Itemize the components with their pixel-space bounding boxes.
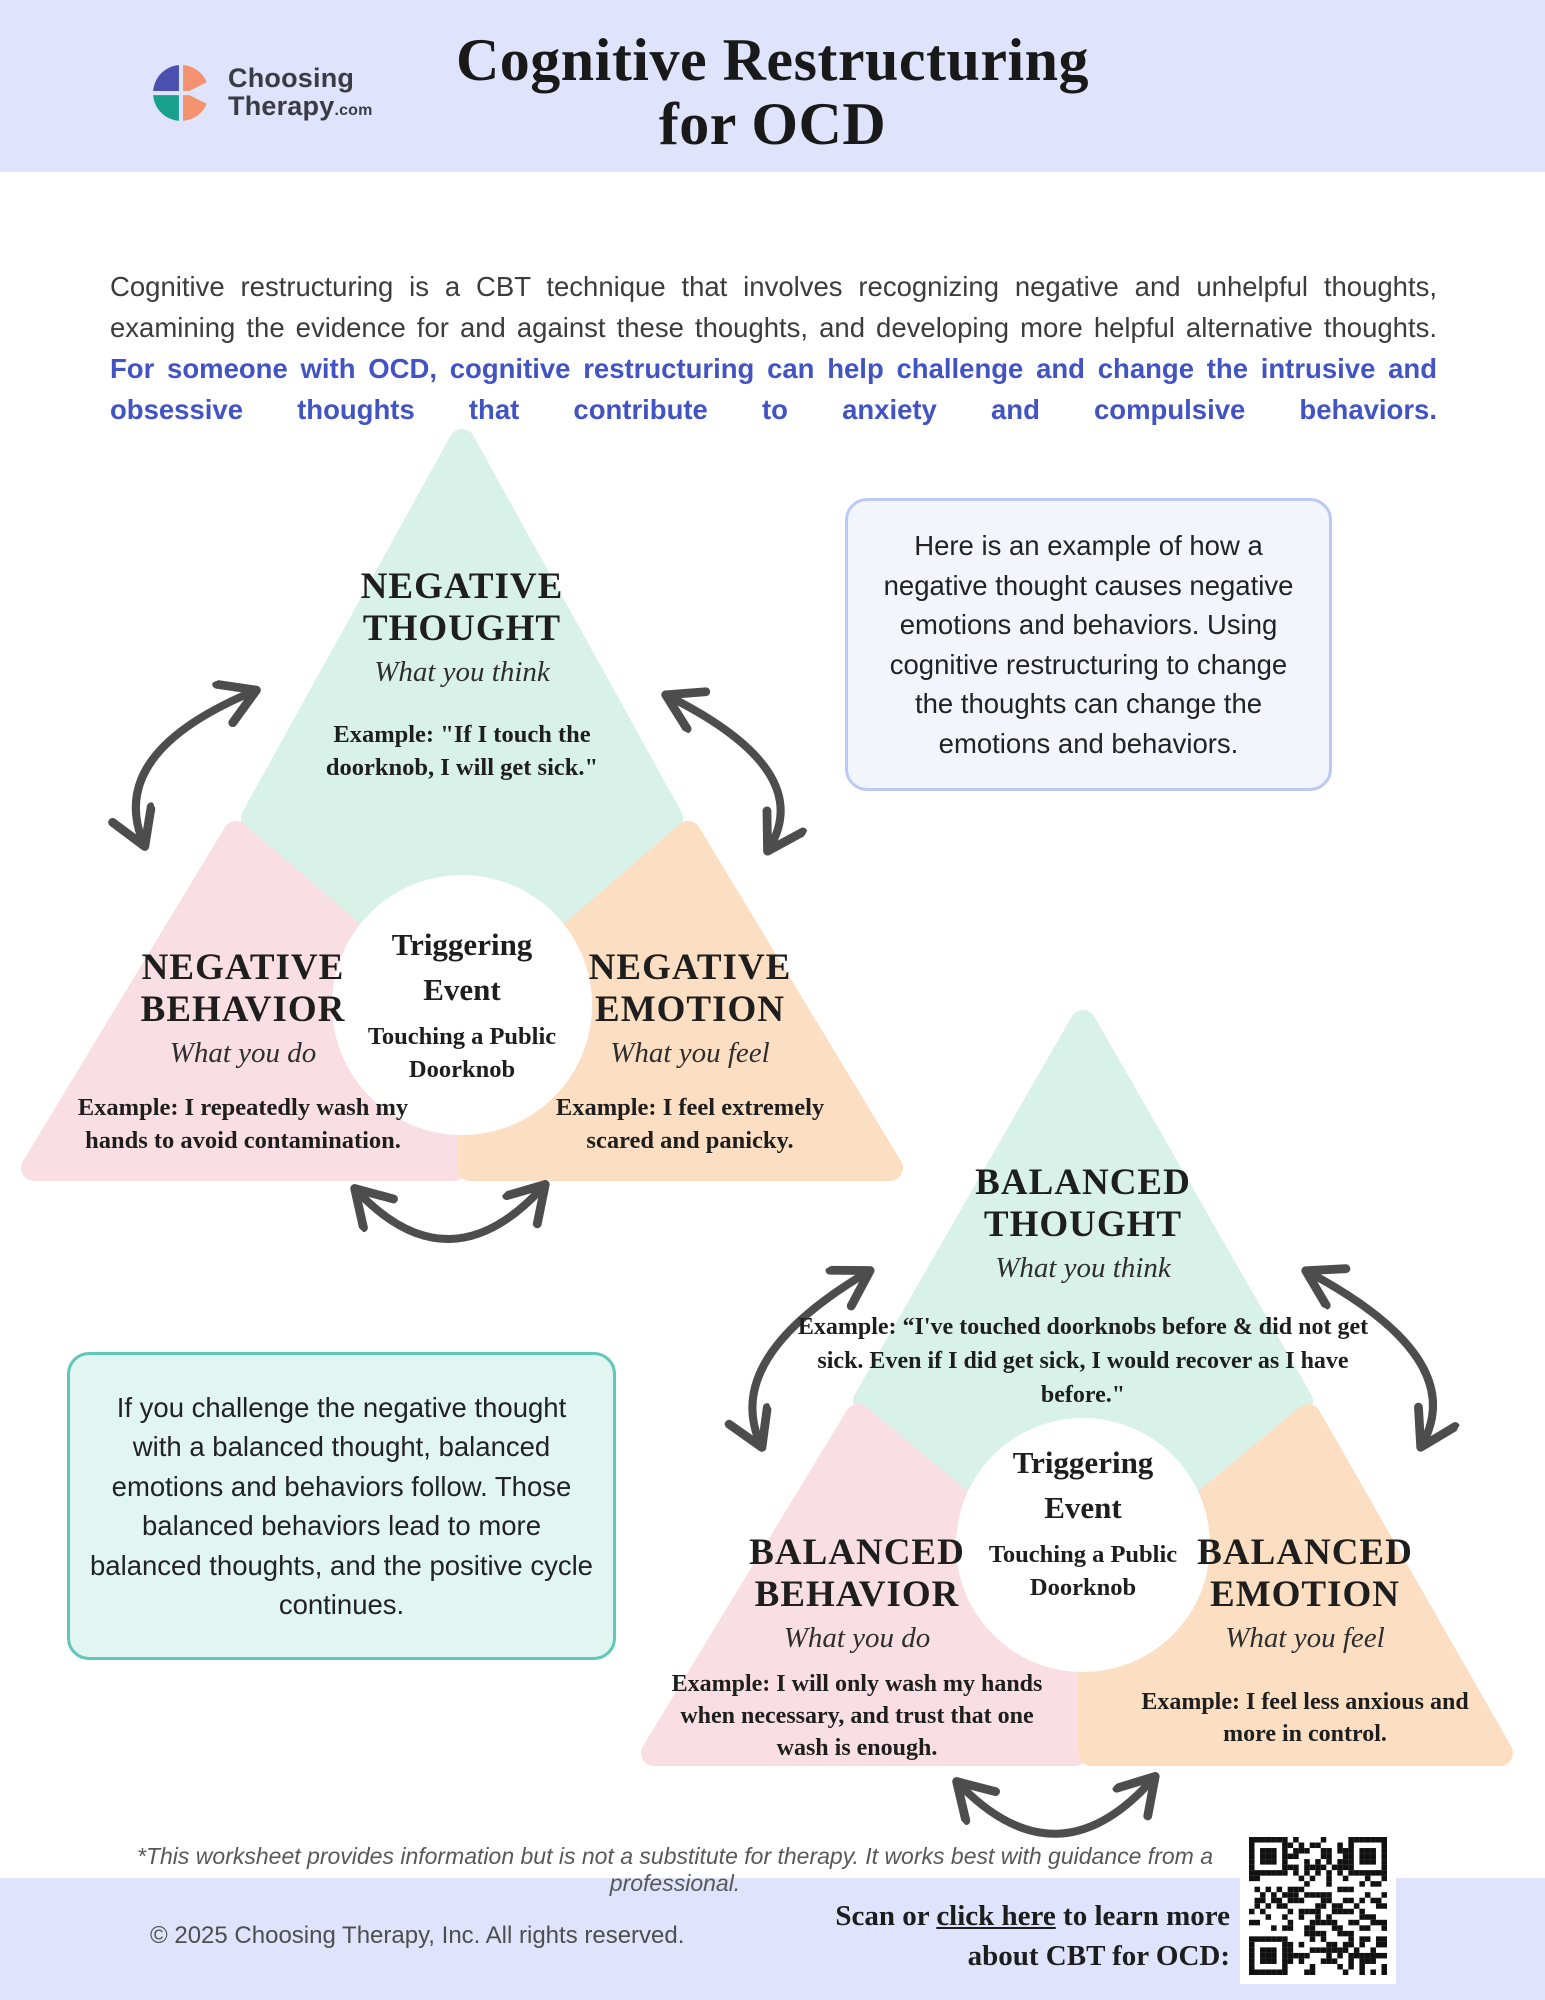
negative-thought-section (262, 566, 662, 784)
arrow-behavior-emotion-2 (960, 1780, 1152, 1834)
logo-text-suffix: .com (334, 102, 373, 119)
arrow-thought-behavior (136, 692, 252, 842)
negative-behavior-example: Example: I repeatedly wash my hands to avoid contamination. (77, 1094, 409, 1154)
qr-code (1240, 1828, 1396, 1984)
logo[interactable] (148, 60, 373, 126)
scan-cta (630, 1896, 1230, 1976)
choosing-therapy-logo-icon (148, 60, 214, 126)
arrow-behavior-emotion (358, 1188, 542, 1239)
example-note-box (845, 498, 1332, 791)
balanced-thought-example: Example: “I've touched doorknobs before & did not get sick. Even if I did get sick, I would recover as I have before." (797, 1314, 1369, 1408)
intro-normal-text: Cognitive restructuring is a CBT technique that involves recognizing negative and unhelpful thoughts, examining the evidence for and against these thoughts, and developing more helpful alternative thoughts. (110, 270, 1437, 343)
balanced-emotion-example: Example: I feel less anxious and more in control. (1141, 1689, 1469, 1747)
trigger-title: Triggering Event (391, 927, 533, 1007)
page-title-line1: Cognitive Restructuring (455, 27, 1090, 93)
trigger-title-2: Triggering Event (1012, 1445, 1154, 1525)
intro-highlight-text: For someone with OCD, cognitive restructuring can help challenge and change the intrusive and obsessive thoughts that contribute to anxiety and compulsive behaviors. (110, 352, 1437, 425)
intro-paragraph (110, 266, 1437, 430)
click-here-link[interactable]: click here (936, 1900, 1056, 1932)
negative-behavior-title: NEGATIVE BEHAVIOR (140, 947, 346, 1030)
negative-thought-title: NEGATIVE THOUGHT (360, 566, 564, 649)
logo-text (228, 65, 373, 120)
balanced-thought-subtitle: What you think (995, 1252, 1171, 1284)
negative-emotion-subtitle: What you feel (610, 1037, 770, 1069)
balanced-behavior-title: BALANCED BEHAVIOR (749, 1532, 965, 1615)
balanced-emotion-section (1105, 1532, 1505, 1750)
page-title-line2: for OCD (658, 91, 887, 158)
logo-text-line1: Choosing (228, 63, 355, 94)
negative-emotion-example: Example: I feel extremely scared and panicky. (555, 1094, 825, 1154)
scan-line2-text: about CBT for OCD: (967, 1940, 1230, 1972)
balanced-note-text: If you challenge the negative thought with a balanced thought, balanced emotions and behaviors follow. Those balanced behaviors lead to more balanced thoughts, and the positive cycle continues. (90, 1391, 593, 1620)
balanced-note-box (67, 1352, 616, 1660)
negative-thought-example: Example: "If I touch the doorknob, I will get sick." (325, 721, 599, 781)
negative-behavior-subtitle: What you do (169, 1037, 317, 1069)
balanced-thought-title: BALANCED THOUGHT (975, 1162, 1191, 1245)
trigger-desc: Touching a Public Doorknob (367, 1023, 557, 1083)
balanced-thought-section (783, 1162, 1383, 1412)
balanced-behavior-section (657, 1532, 1057, 1764)
negative-thought-subtitle: What you think (374, 656, 550, 688)
disclaimer-text: *This worksheet provides information but is not a substitute for therapy. It works best with guidance from a professional. (137, 1843, 1213, 1896)
example-note-text: Here is an example of how a negative thought causes negative emotions and behaviors. Using cognitive restructuring to change the thoughts can change the emotions and behaviors. (883, 530, 1294, 759)
logo-text-line2: Therapy (228, 91, 335, 121)
balanced-behavior-subtitle: What you do (783, 1622, 931, 1654)
balanced-behavior-example: Example: I will only wash my hands when necessary, and trust that one wash is enough. (671, 1671, 1043, 1761)
scan-post-text: to learn more (1055, 1900, 1230, 1932)
trigger-desc-2: Touching a Public Doorknob (988, 1541, 1178, 1601)
negative-emotion-title: NEGATIVE EMOTION (588, 947, 792, 1030)
balanced-emotion-subtitle: What you feel (1225, 1622, 1385, 1654)
negative-behavior-section (63, 947, 423, 1157)
scan-pre-text: Scan or (835, 1900, 937, 1932)
qr-code-svg (1249, 1837, 1387, 1975)
balanced-emotion-title: BALANCED EMOTION (1197, 1532, 1413, 1615)
copyright-text: © 2025 Choosing Therapy, Inc. All rights reserved. (150, 1922, 685, 1949)
